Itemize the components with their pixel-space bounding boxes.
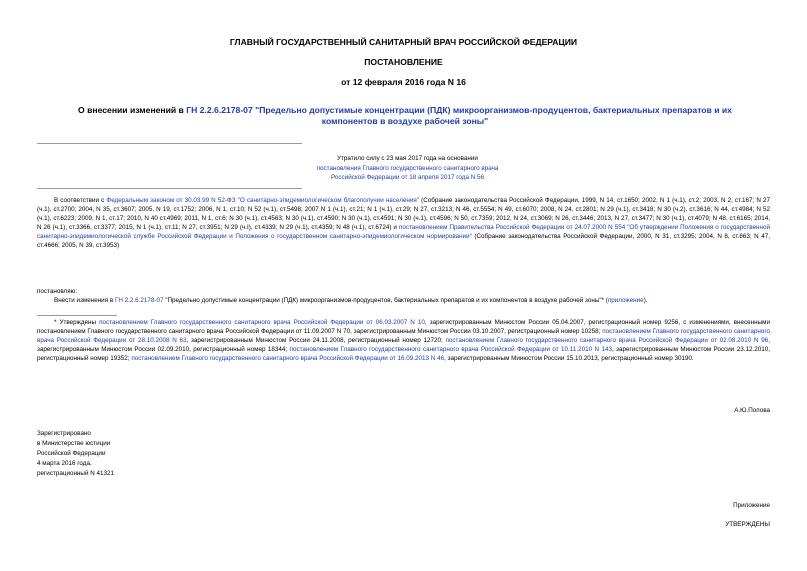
separator-bottom: [37, 188, 302, 189]
footnote-paragraph: [37, 318, 770, 363]
decree-paragraph: [37, 296, 770, 305]
registration-line3: Российской Федерации: [37, 450, 106, 457]
decree-prefix: Внести изменения в: [54, 297, 115, 304]
footnote-link-2010-n143[interactable]: постановлением Главного государственного санитарного врача Российской Федерации от 10.11.2010 N 143: [289, 346, 612, 354]
footnote-link-2010-n96[interactable]: постановлением Главного государственного санитарного врача Российской Федерации от 02.08.2010 N 96: [445, 337, 769, 345]
footnote-link-2007-n10[interactable]: постановлением Главного государственного санитарного врача Российской Федерации от 06.03.2007 N 10: [99, 319, 425, 326]
lost-force-note: [300, 154, 515, 183]
footnote-link-2013-n46[interactable]: постановлением Главного государственного санитарного врача Российской Федерации от 16.09.2013 N 46: [131, 355, 445, 363]
appendix-approved: УТВЕРЖДЕНЫ: [725, 521, 770, 528]
appendix-label: Приложение: [733, 502, 770, 509]
footnote-link-2008-n63[interactable]: постановлением Главного государственного санитарного врача Российской Федерации от 28.10.2008 N 63: [37, 328, 771, 345]
document-type: ПОСТАНОВЛЕНИЕ: [364, 57, 443, 67]
basis-paragraph: [37, 196, 770, 251]
lost-force-link-line3[interactable]: Российской Федерации от 18 апреля 2017 года N 56: [330, 174, 485, 182]
government-resolution-link[interactable]: постановлением Правительства Российской Федерации от 24.07.2000 N 554 "Об утверждении Положения о государственной санитарно-эпидемиологической службе Российской Федерации и Положения о государственном санитарно-эпидемиологическом нормировании": [37, 224, 770, 241]
footnote-text-5: , зарегистрированным Минюстом России 23.12.2010, регистрационный номер 19352;: [37, 346, 770, 363]
registration-line4: 4 марта 2016 года,: [37, 460, 92, 467]
footnote-text-6: , зарегистрированным Минюстом России 15.10.2013, регистрационный номер 30190.: [444, 355, 694, 363]
separator-top: [37, 143, 302, 144]
basis-intro: В соответствии с: [54, 197, 107, 204]
decree-gn-link[interactable]: ГН 2.2.6.2178-07: [114, 297, 164, 304]
registration-line2: в Министерстве юстиции: [37, 440, 111, 447]
document-title: [60, 105, 750, 127]
title-prefix: О внесении изменений в: [78, 105, 187, 115]
issuer-heading: ГЛАВНЫЙ ГОСУДАРСТВЕННЫЙ САНИТАРНЫЙ ВРАЧ РОССИЙСКОЙ ФЕДЕРАЦИИ: [229, 37, 578, 47]
decree-middle: "Предельно допустимые концентрации (ПДК) микроорганизмов-продуцентов, бактериальных препаратов и их компонентов в воздухе рабочей зоны"* (: [163, 297, 608, 304]
registration-line5: регистрационный N 41321: [37, 470, 115, 477]
footnote-text-3: , зарегистрированным Минюстом России 24.11.2008, регистрационный номер 12720;: [186, 337, 446, 345]
federal-law-refs: (Собрание законодательства Российской Федерации, 1999, N 14, ст.1650; 2002, N 1 (ч.1), ст.2; 2003, N 2, ст.167; N 27 (ч.1), ст.2700; 2004, N 35, ст.3607; 2005, N 19, ст.1752; 2006, N 1, ст.10; N 52 (ч.1), ст.5498; 2007 N 1 (ч.1), ст.21; N 1 (ч.1), ст.29; N 27, ст.3213; N 46, ст.5554; N 49, ст.6070; 2008, N 24, ст.2801; N 29 (ч.1), ст.3418; N 30 (ч.2), ст.3616; N 44, ст.4984; N 52 (ч.1), ст.6223; 2009, N 1, ст.17; 2010, N 40 ст.4969; 2011, N 1, ст.6; N 30 (ч.1), ст.4563; N 30 (ч.1), ст.4590; N 30 (ч.1), ст.4591; N 30 (ч.1), ст.4596; N 50, ст.7359; 2012, N 24, ст.3069; N 26, ст.3446; 2013, N 27, ст.3477; N 30 (ч.1), ст.4079; N 48, ст.6165; 2014, N 26 (ч.1), ст.3366, ст.3377; 2015, N 1 (ч.1), ст.11; N 27, ст.3951; N 29 (ч.I), ст.4339; N 29 (ч.1), ст.4359; N 48 (ч.1), ст.6724) и: [37, 197, 771, 232]
government-resolution-refs: (Собрание законодательства Российской Федерации, 2000, N 31, ст.3295; 2004, N 8, ст.663; N 47, ст.4666; 2005, N 39, ст.3953): [37, 233, 770, 250]
decree-word: постановляю:: [37, 288, 78, 295]
registration-block: [37, 429, 114, 479]
lost-force-link-line2[interactable]: постановления Главного государственного санитарного врача: [316, 164, 499, 172]
title-gn-link[interactable]: ГН 2.2.6.2178-07 "Предельно допустимые концентрации (ПДК) микроорганизмов-продуцентов, бактериальных препаратов и их компонентов в воздухе рабочей зоны": [186, 105, 732, 126]
footnote-text-1: * Утверждены: [54, 319, 100, 326]
footnote-separator: [37, 315, 117, 316]
registration-line1: Зарегистрировано: [37, 430, 91, 437]
signature: А.Ю.Попова: [734, 407, 770, 414]
appendix-link[interactable]: приложение: [607, 297, 644, 304]
decree-suffix: ).: [643, 297, 648, 304]
footnote-text-2: , зарегистрированным Минюстом России 05.04.2007, регистрационный номер 9256, с изменениями, внесенными постановлением Главного государственного санитарного врача Российской Федерации от 11.09.2007 N 70, зарегистрированным Минюстом России 03.10.2007, регистрационный номер 10258;: [37, 319, 770, 336]
federal-law-link[interactable]: Федеральным законом от 30.03.99 N 52-ФЗ "О санитарно-эпидемиологическом благополучии населения": [106, 197, 420, 204]
document-date: от 12 февраля 2016 года N 16: [341, 77, 466, 87]
lost-force-line1: Утратило силу с 23 мая 2017 года на основании: [337, 155, 478, 162]
footnote-text-4: , зарегистрированным Минюстом России 02.09.2010, регистрационный номер 18344;: [37, 337, 770, 354]
